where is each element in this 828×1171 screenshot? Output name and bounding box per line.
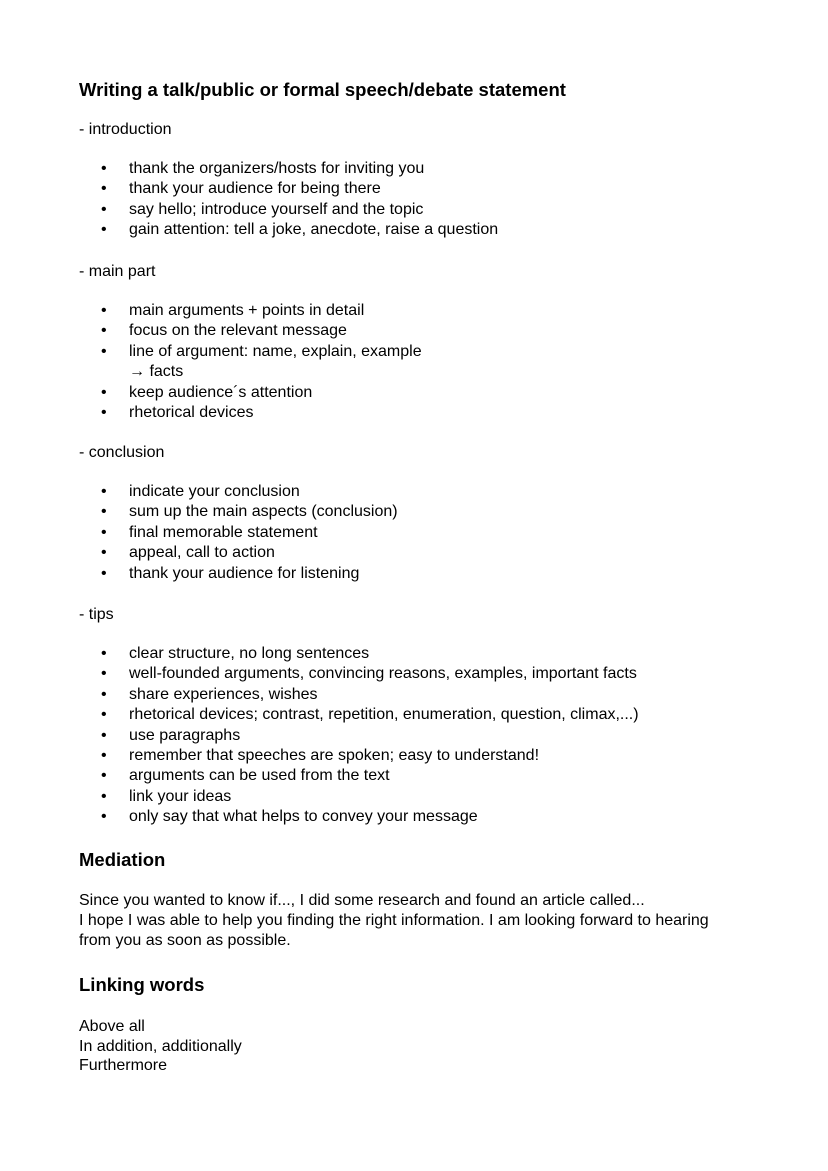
linking-heading: Linking words: [79, 974, 205, 995]
bullet-icon: •: [101, 523, 107, 541]
mediation-line: Since you wanted to know if..., I did some research and found an article called...: [79, 892, 645, 909]
section-label: - introduction: [79, 121, 172, 138]
mediation-line: from you as soon as possible.: [79, 932, 291, 949]
list-item: • gain attention: tell a joke, anecdote, raise a question: [101, 220, 769, 240]
linking-word: In addition, additionally: [79, 1037, 242, 1055]
list-item: • rhetorical devices: [101, 403, 769, 423]
list-item: • use paragraphs: [101, 726, 769, 746]
bullet-icon: •: [101, 383, 107, 401]
linking-word: Above all: [79, 1018, 145, 1035]
bullet-icon: •: [101, 685, 107, 703]
bullet-icon: •: [101, 706, 107, 724]
bullet-icon: •: [101, 404, 107, 422]
mediation-line: I hope I was able to help you finding the right information. I am looking forward to hearing: [79, 912, 709, 929]
bullet-icon: •: [101, 808, 107, 826]
bullet-icon: •: [101, 645, 107, 662]
bullet-icon: •: [101, 483, 107, 500]
list-item: • line of argument: name, explain, example → facts: [101, 342, 769, 383]
list-item: • remember that speeches are spoken; easy to understand!: [101, 746, 769, 766]
list-item: • appeal, call to action: [101, 543, 769, 563]
bullet-icon: •: [101, 726, 107, 744]
document-page: [79, 78, 769, 1074]
bullet-icon: •: [101, 322, 107, 340]
section-introduction: [79, 120, 769, 241]
list-item: • share experiences, wishes: [101, 685, 769, 705]
arrow-subline: → facts: [129, 363, 184, 381]
list-item: • thank your audience for listening: [101, 564, 769, 584]
section-linking-words: [79, 973, 769, 1076]
bullet-icon: •: [101, 342, 107, 360]
list-item: • main arguments + points in detail: [101, 301, 769, 321]
section-mediation: [79, 848, 769, 951]
bullet-icon: •: [101, 787, 107, 805]
bullet-icon: •: [101, 564, 107, 582]
bullet-icon: •: [101, 747, 107, 765]
list-item: • only say that what helps to convey your message: [101, 807, 769, 827]
list-item: • sum up the main aspects (conclusion): [101, 502, 769, 522]
document-title: Writing a talk/public or formal speech/debate statement: [79, 79, 566, 100]
list-item: • arguments can be used from the text: [101, 766, 769, 786]
bullet-list: [79, 482, 769, 584]
mediation-heading: Mediation: [79, 849, 166, 870]
list-item: • clear structure, no long sentences: [101, 644, 769, 664]
bullet-icon: •: [101, 180, 107, 198]
list-item: • final memorable statement: [101, 523, 769, 543]
list-item: • rhetorical devices; contrast, repetition, enumeration, question, climax,...): [101, 705, 769, 725]
linking-word: Furthermore: [79, 1057, 168, 1074]
section-label: - conclusion: [79, 444, 165, 461]
list-item: • say hello; introduce yourself and the topic: [101, 200, 769, 220]
mediation-paragraph: [79, 891, 769, 951]
list-item: • link your ideas: [101, 787, 769, 807]
list-item: • thank your audience for being there: [101, 179, 769, 199]
list-item: • thank the organizers/hosts for inviting you: [101, 159, 769, 179]
bullet-icon: •: [101, 200, 107, 218]
section-tips: [79, 605, 769, 828]
linking-list: [79, 1017, 769, 1076]
list-item: • focus on the relevant message: [101, 321, 769, 341]
bullet-list: [79, 644, 769, 828]
list-item: • indicate your conclusion: [101, 482, 769, 502]
bullet-icon: •: [101, 302, 107, 319]
bullet-icon: •: [101, 221, 107, 239]
bullet-icon: •: [101, 503, 107, 521]
list-item: • well-founded arguments, convincing reasons, examples, important facts: [101, 664, 769, 684]
section-conclusion: [79, 443, 769, 584]
bullet-icon: •: [101, 665, 107, 683]
section-label: - main part: [79, 263, 156, 280]
bullet-icon: •: [101, 544, 107, 562]
bullet-icon: •: [101, 160, 107, 177]
section-label: - tips: [79, 606, 114, 623]
bullet-icon: •: [101, 767, 107, 785]
section-main-part: [79, 262, 769, 423]
list-item: • keep audience´s attention: [101, 383, 769, 403]
bullet-list: [79, 159, 769, 241]
bullet-list: [79, 301, 769, 423]
